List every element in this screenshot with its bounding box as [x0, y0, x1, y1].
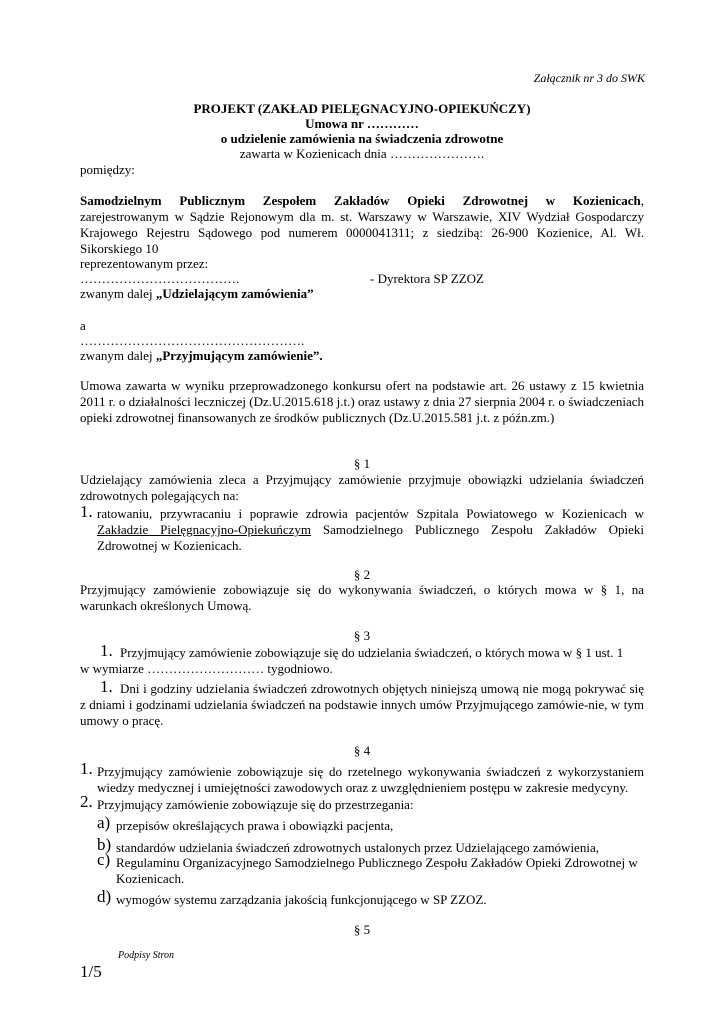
sub-item-d-text: wymogów systemu zarządzania jakością funkcjonującego w SP ZZOZ.	[116, 892, 487, 907]
section-2-text: Przyjmujący zamówienie zobowiązuje się do wykonywania świadczeń, o których mowa w § 1, na warunkach określonych Umową.	[80, 582, 644, 613]
signatures-label: Podpisy Stron	[118, 950, 175, 961]
section-1-item-number: 1.	[80, 502, 93, 521]
entity-name-comma: ,	[640, 193, 644, 208]
section-5-heading: § 5	[353, 922, 371, 937]
section-3-heading: § 3	[353, 628, 371, 643]
item-text-part: Samodzielnego Publicznego Zespołu Zakładów Opieki Zdrowotnej w Kozienicach.	[97, 522, 644, 553]
section-1-text: Udzielający zamówienia zleca a Przyjmujący zamówienie przyjmuje obowiązki udzielania świadczeń zdrowotnych polegających na:	[80, 472, 644, 503]
section-3-item-2-number: 1.	[100, 677, 113, 696]
sub-item-b-letter: b)	[97, 835, 112, 854]
section-3-item-1-text: Przyjmujący zamówienie zobowiązuje się do udzielania świadczeń, o których mowa w § 1 ust. 1	[120, 645, 624, 660]
page-number: 1/5	[80, 962, 102, 981]
sub-item-a-text: przepisów określających prawa i obowiązki pacjenta,	[116, 818, 394, 833]
item-text-part: ratowaniu, przywracaniu i poprawie zdrowia pacjentów Szpitala Powiatowego w Kozienicach w	[97, 506, 644, 521]
representative-dots: ……………………………….	[80, 271, 240, 286]
representative-role: - Dyrektora SP ZZOZ	[370, 271, 484, 286]
section-3-item-1-number: 1.	[100, 641, 113, 660]
title-subject: o udzielenie zamówienia na świadczenia zdrowotne	[220, 131, 504, 146]
facility-name: Zakładzie Pielęgnacyjno-Opiekuńczym	[97, 522, 312, 537]
section-2-heading: § 2	[353, 567, 371, 582]
section-4-item-2-text: Przyjmujący zamówienie zobowiązuje się do przestrzegania:	[97, 797, 414, 812]
title-contract-number: Umowa nr …………	[305, 116, 419, 131]
contractor-dots: …………………………………………….	[80, 333, 305, 348]
called-prefix: zwanym dalej	[80, 286, 156, 301]
entity-name: Samodzielnym Publicznym Zespołem Zakładów Opieki Zdrowotnej w Kozienicach	[80, 193, 641, 208]
and-label: a	[80, 318, 86, 333]
title-place-date: zawarta w Kozienicach dnia ………………….	[239, 146, 485, 161]
section-1-item-text	[97, 506, 644, 554]
attachment-label: Załącznik nr 3 do SWK	[533, 71, 645, 85]
sub-item-d-letter: d)	[97, 887, 112, 906]
entity-name-line	[80, 193, 644, 209]
section-3-item-2-text: Dni i godziny udzielania świadczeń zdrowotnych objętych niniejszą umową nie mogą pokrywać się z dniami i godzinami udzielania świadczeń na podstawie innych umów Przyjmującego zamówie-nie, w tym umowy o pracę.	[80, 681, 644, 728]
sub-item-a-letter: a)	[97, 813, 111, 832]
entity-details: zarejestrowanym w Sądzie Rejonowym dla m. st. Warszawy w Warszawie, XIV Wydział Gospodarczy Krajowego Rejestru Sądowego pod numerem 0000041311; z siedzibą: 26-900 Kozienice, Al. Wł. Sikorskiego 10	[80, 209, 644, 256]
contractor-name: „Przyjmującym zamówienie”.	[155, 348, 323, 363]
section-4-item-1-text: Przyjmujący zamówienie zobowiązuje się do rzetelnego wykonywania świadczeń z wykorzystaniem wiedzy medycznej i umiejętności zawodowych oraz z uwzględnieniem postępu w zakresie medycyny.	[97, 764, 644, 795]
called-contractor	[80, 348, 323, 364]
intro-paragraph: Umowa zawarta w wyniku przeprowadzonego konkursu ofert na podstawie art. 26 ustawy z 15 kwietnia 2011 r. o działalności leczniczej (Dz.U.2015.618 j.t.) oraz ustawy z dnia 27 sierpnia 2004 r. o świadczeniach opieki zdrowotnej finansowanych ze środków publicznych (Dz.U.2015.581 j.t. z późn.zm.)	[80, 378, 644, 425]
called-prefix: zwanym dalej	[80, 348, 156, 363]
represented-label: reprezentowanym przez:	[80, 256, 209, 271]
section-3-item-1-line2: w wymiarze ……………………… tygodniowo.	[80, 661, 333, 676]
sub-item-c-text: Regulaminu Organizacyjnego Samodzielnego Publicznego Zespołu Zakładów Opieki Zdrowotnej w Kozienicach.	[116, 855, 638, 886]
section-4-item-1-number: 1.	[80, 759, 93, 778]
sub-item-b-text: standardów udzielania świadczeń zdrowotnych ustalonych przez Udzielającego zamówienia,	[116, 840, 599, 855]
between-label: pomiędzy:	[80, 162, 135, 177]
section-4-heading: § 4	[353, 743, 371, 758]
ordering-party-name: „Udzielającym zamówienia”	[155, 286, 314, 301]
section-1-heading: § 1	[353, 456, 371, 471]
section-4-item-2-number: 2.	[80, 792, 93, 811]
title-project: PROJEKT (ZAKŁAD PIELĘGNACYJNO-OPIEKUŃCZY)	[193, 101, 531, 116]
called-ordering-party	[80, 286, 314, 302]
sub-item-c-letter: c)	[97, 850, 111, 869]
